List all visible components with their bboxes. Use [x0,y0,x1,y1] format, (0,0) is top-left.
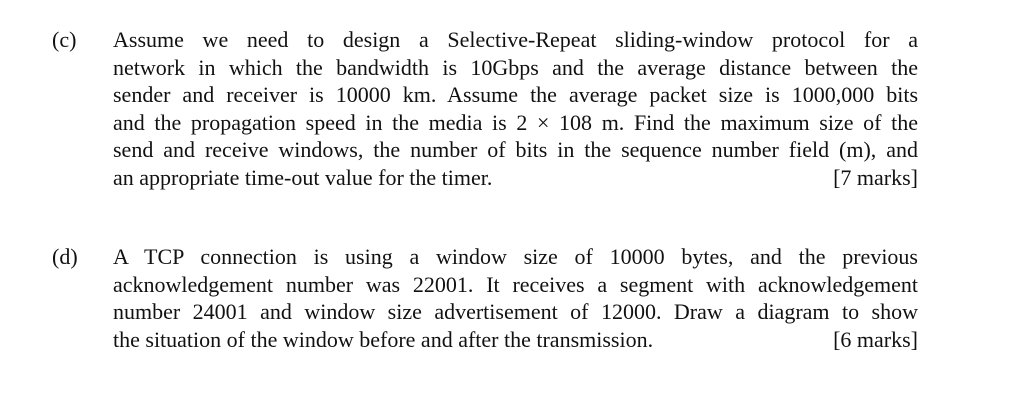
question-text-line: number 24001 and window size advertisement of 12000. Draw a diagram to show [113,299,918,325]
question-label: (c) [52,27,77,52]
question-label: (d) [52,244,78,269]
question-text-line: send and receive windows, the number of bits in the sequence number field (m), and [113,137,918,163]
question-text-line: Assume we need to design a Selective-Repeat sliding-window protocol for a [113,27,918,52]
question-text-line: an appropriate time-out value for the timer. [113,164,493,190]
question-text-line: sender and receiver is 10000 km. Assume the average packet size is 1000,000 bits [113,82,918,108]
question-text-line: the situation of the window before and after the transmission. [113,326,654,352]
question-text [113,26,918,192]
question-last-line [113,164,918,192]
marks-label: [6 marks] [833,326,918,352]
question-text-line: A TCP connection is using a window size of 10000 bytes, and the previous [113,244,918,269]
marks-label: [7 marks] [833,164,918,190]
question-text-line: network in which the bandwidth is 10Gbps and the average distance between the [113,54,918,80]
question-text [113,243,918,353]
question-last-line [113,326,918,354]
question-text-line: and the propagation speed in the media is 2 × 108 m. Find the maximum size of the [113,109,918,135]
question-text-line: acknowledgement number was 22001. It receives a segment with acknowledgement [113,271,918,297]
